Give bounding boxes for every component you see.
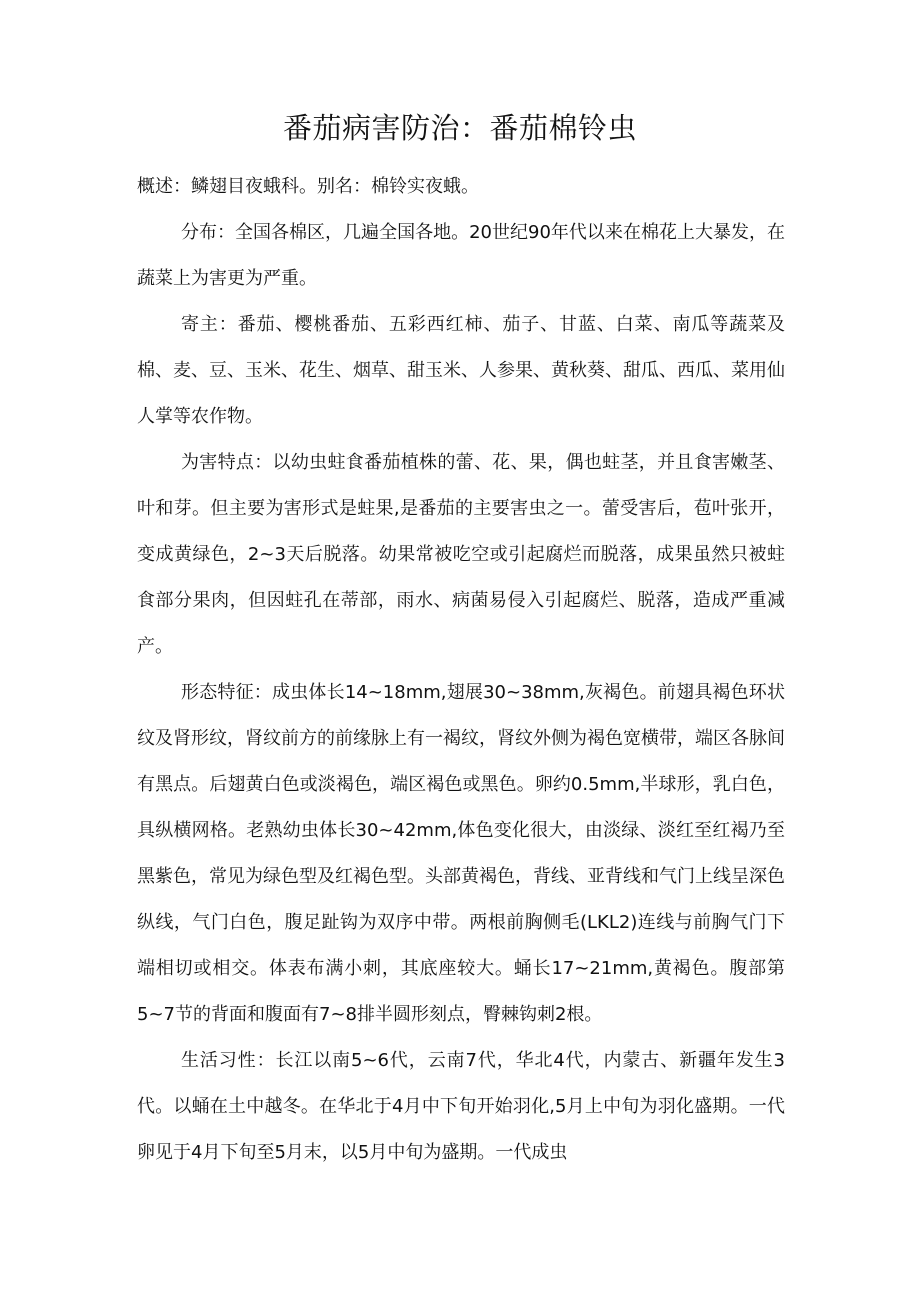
paragraph-life-habits: 生活习性：长江以南5~6代，云南7代，华北4代，内蒙古、新疆年发生3代。以蛹在土中越冬。在华北于4月中下旬开始羽化,5月上中旬为羽化盛期。一代卵见于4月下旬至5月末，以5月中旬为盛期。一代成虫 <box>137 1050 785 1163</box>
paragraph-overview: 概述：鳞翅目夜蛾科。别名：棉铃实夜蛾。 <box>137 176 479 197</box>
paragraph-damage-features: 为害特点：以幼虫蛀食番茄植株的蕾、花、果，偶也蛀茎，并且食害嫩茎、叶和芽。但主要为害形式是蛀果,是番茄的主要害虫之一。蕾受害后，苞叶张开，变成黄绿色，2~3天后脱落。幼果常被吃空或引起腐烂而脱落，成果虽然只被蛀食部分果肉，但因蛀孔在蒂部，雨水、病菌易侵入引起腐烂、脱落，造成严重减产。 <box>137 452 785 657</box>
document-title: 番茄病害防治：番茄棉铃虫 <box>282 111 637 145</box>
document-body <box>137 164 785 1176</box>
paragraph-distribution: 分布：全国各棉区，几遍全国各地。20世纪90年代以来在棉花上大暴发，在蔬菜上为害更为严重。 <box>137 222 785 289</box>
paragraph-hosts: 寄主：番茄、樱桃番茄、五彩西红柿、茄子、甘蓝、白菜、南瓜等蔬菜及棉、麦、豆、玉米、花生、烟草、甜玉米、人参果、黄秋葵、甜瓜、西瓜、菜用仙人掌等农作物。 <box>137 314 785 427</box>
paragraph-morphology: 形态特征：成虫体长14~18mm,翅展30~38mm,灰褐色。前翅具褐色环状纹及肾形纹，肾纹前方的前缘脉上有一褐纹，肾纹外侧为褐色宽横带，端区各脉间有黑点。后翅黄白色或淡褐色，端区褐色或黑色。卵约0.5mm,半球形，乳白色，具纵横网格。老熟幼虫体长30~42mm,体色变化很大，由淡绿、淡红至红褐乃至黑紫色，常见为绿色型及红褐色型。头部黄褐色，背线、亚背线和气门上线呈深色纵线，气门白色，腹足趾钩为双序中带。两根前胸侧毛(LKL2)连线与前胸气门下端相切或相交。体表布满小刺，其底座较大。蛹长17~21mm,黄褐色。腹部第5~7节的背面和腹面有7~8排半圆形刻点，臀棘钩刺2根。 <box>137 682 785 1025</box>
